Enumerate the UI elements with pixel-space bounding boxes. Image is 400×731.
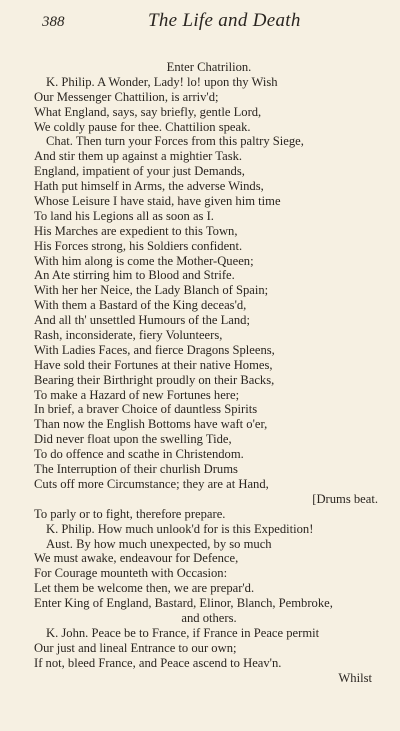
page-header: [0, 6, 400, 34]
text-line: Whose Leisure I have staid, have given him time: [34, 194, 281, 209]
text-line: Rash, inconsiderate, fiery Volunteers,: [34, 328, 223, 343]
text-line: Have sold their Fortunes at their native Homes,: [34, 357, 273, 372]
text-line: What England, says, say briefly, gentle Lord,: [34, 104, 262, 119]
text-line: To parly or to fight, therefore prepare.: [34, 506, 226, 521]
text-line: To make a Hazard of new Fortunes here;: [34, 387, 240, 402]
text-line: [Drums beat.: [312, 491, 378, 506]
text-line: England, impatient of your just Demands,: [34, 164, 245, 179]
text-line: Hath put himself in Arms, the adverse Winds,: [34, 179, 264, 194]
text-line: Than now the English Bottoms have waft o'er,: [34, 417, 268, 432]
text-line: With Ladies Faces, and fierce Dragons Spleens,: [34, 342, 275, 357]
text-line: To land his Legions all as soon as I.: [34, 208, 214, 223]
text-line: Chat. Then turn your Forces from this paltry Siege,: [46, 134, 304, 149]
text-line: K. Philip. A Wonder, Lady! lo! upon thy Wish: [46, 74, 278, 89]
text-line: Did never float upon the swelling Tide,: [34, 432, 232, 447]
text-line: To do offence and scathe in Christendom.: [34, 447, 244, 462]
text-line: With him along is come the Mother-Queen;: [34, 253, 254, 268]
text-line: Our Messenger Chattilion, is arriv'd;: [34, 89, 219, 104]
text-line: His Forces strong, his Soldiers confident.: [34, 238, 243, 253]
text-line: K. Philip. How much unlook'd for is this Expedition!: [46, 521, 314, 536]
text-line: His Marches are expedient to this Town,: [34, 223, 238, 238]
text-line: With them a Bastard of the King deceas'd,: [34, 298, 247, 313]
page-number: 388: [42, 14, 65, 30]
text-line: Bearing their Birthright proudly on their Backs,: [34, 372, 275, 387]
text-line: K. John. Peace be to France, if France in Peace permit: [46, 625, 320, 640]
text-line: In brief, a braver Choice of dauntless Spirits: [34, 402, 258, 417]
catchword: Whilst: [338, 670, 372, 685]
text-line: Enter Chatrilion.: [166, 60, 252, 74]
text-line: Our just and lineal Entrance to our own;: [34, 640, 237, 655]
text-line: Enter King of England, Bastard, Elinor, Blanch, Pembroke,: [34, 596, 333, 611]
text-line: and others.: [181, 610, 237, 625]
text-line: Let them be welcome then, we are prepar'd.: [34, 581, 255, 596]
text-line: And all th' unsettled Humours of the Land;: [34, 313, 250, 328]
text-line: An Ate stirring him to Blood and Strife.: [34, 268, 235, 283]
play-text: [30, 60, 388, 685]
text-line: Cuts off more Circumstance; they are at Hand,: [34, 476, 269, 491]
text-line: The Interruption of their churlish Drums: [34, 462, 238, 477]
text-line: With her her Neice, the Lady Blanch of Spain;: [34, 283, 269, 298]
text-line: We must awake, endeavour for Defence,: [34, 551, 239, 566]
text-line: Aust. By how much unexpected, by so much: [46, 536, 272, 551]
running-title: The Life and Death: [148, 10, 301, 31]
text-line: And stir them up against a mightier Task.: [34, 149, 243, 164]
text-line: If not, bleed France, and Peace ascend to Heav'n.: [34, 655, 282, 670]
text-line: We coldly pause for thee. Chattilion speak.: [34, 119, 251, 134]
text-line: For Courage mounteth with Occasion:: [34, 566, 228, 581]
